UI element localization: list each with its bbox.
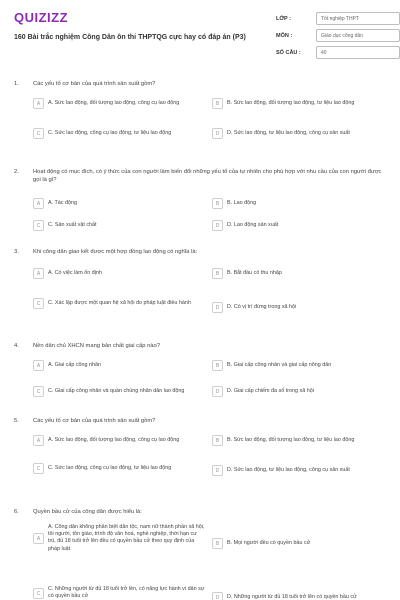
question-number: 6. [14, 509, 19, 515]
option-letter: B [212, 268, 223, 279]
option-d[interactable] [212, 220, 384, 231]
option-b[interactable] [212, 198, 384, 209]
meta-row-class [276, 10, 400, 27]
option-text: C. Sản xuất vật chất [48, 221, 97, 228]
worksheet-header [14, 0, 388, 68]
option-a[interactable] [33, 524, 205, 553]
option-text: B. Bắt đầu có thu nhập [227, 269, 282, 276]
option-text: D. Lao động sản xuất [227, 221, 279, 228]
option-b[interactable] [212, 435, 384, 446]
option-letter: C [33, 463, 44, 474]
question-number: 4. [14, 343, 19, 349]
question-2 [14, 168, 388, 229]
option-letter: A [33, 198, 44, 209]
option-b[interactable] [212, 360, 384, 371]
option-a[interactable] [33, 435, 205, 446]
option-text: A. Sức lao động, đối tượng lao động, công cụ lao động [48, 99, 180, 106]
option-text: A. Sức lao động, đối tượng lao động, công cụ lao động [48, 436, 180, 443]
option-letter: B [212, 198, 223, 209]
option-text: A. Công dân không phân biệt dân tộc, nam nữ thành phần xã hội, tôi người, tôn giáo, trình độ văn hoá, nghề nghiệp, thời hạn cư trú, đủ 18 tuổi trở lên đều có quyền bầu cử theo quy định của pháp luật [48, 524, 205, 552]
meta-value-subject: Giáo dục công dân [316, 29, 400, 42]
question-text: Hoạt động có mục đích, có ý thức của con người làm biến đổi những yếu tố của tự nhiên cho phù hợp với nhu cầu của con người được gọi là gì? [33, 169, 382, 183]
worksheet-meta [276, 10, 400, 61]
option-letter: D [212, 592, 223, 600]
option-text: A. Giai cấp công nhân [48, 361, 102, 368]
option-text: C. Sức lao động, công cụ lao động, tư liệu lao động [48, 464, 172, 471]
question-number: 1. [14, 81, 19, 87]
option-a[interactable] [33, 268, 205, 279]
option-letter: B [212, 360, 223, 371]
option-c[interactable] [33, 463, 205, 474]
option-a[interactable] [33, 198, 205, 209]
option-text: B. Sức lao động, đối tượng lao động, tư liệu lao động [227, 99, 355, 106]
option-letter: C [33, 220, 44, 231]
option-letter: C [33, 128, 44, 139]
question-text: Khi công dân giao kết được một hợp đồng lao động có nghĩa là: [33, 249, 198, 255]
worksheet-title: 160 Bài trắc nghiệm Công Dân ôn thi THPTQG cực hay có đáp án (P3) [14, 34, 246, 41]
option-letter: D [212, 302, 223, 313]
question-5 [14, 417, 388, 474]
meta-row-subject [276, 27, 400, 44]
option-d[interactable] [212, 302, 384, 313]
option-a[interactable] [33, 98, 205, 109]
question-text: Các yếu tố cơ bản của quá trình sản xuất gồm? [33, 81, 156, 87]
option-text: B. Lao động [227, 199, 257, 206]
option-letter: D [212, 128, 223, 139]
option-d[interactable] [212, 465, 384, 476]
question-4 [14, 342, 388, 395]
option-text: B. Sức lao động, đối tượng lao động, tư liệu lao động [227, 436, 355, 443]
option-letter: A [33, 533, 44, 544]
option-c[interactable] [33, 386, 205, 397]
option-d[interactable] [212, 592, 384, 600]
option-letter: B [212, 98, 223, 109]
question-3 [14, 248, 388, 311]
option-a[interactable] [33, 360, 205, 371]
option-letter: D [212, 220, 223, 231]
option-text: D. Giai cấp chiếm đa số trong xã hội [227, 387, 314, 394]
option-text: D. Có vị trí đứng trong xã hội [227, 303, 297, 310]
meta-value-count: 40 [316, 46, 400, 59]
option-letter: C [33, 588, 44, 599]
option-text: A. Có việc làm ổn định [48, 269, 102, 276]
meta-label-subject: MÔN : [276, 32, 293, 39]
option-letter: B [212, 538, 223, 549]
quizizz-logo: QUIZIZZ [14, 10, 69, 25]
option-d[interactable] [212, 386, 384, 397]
option-letter: D [212, 386, 223, 397]
option-text: D. Sức lao động, tư liệu lao động, công cụ sản xuất [227, 466, 350, 473]
option-letter: B [212, 435, 223, 446]
question-number: 3. [14, 249, 19, 255]
meta-value-class: Tốt nghiệp THPT [316, 12, 400, 25]
option-text: B. Giai cấp công nhân và giai cấp nông dân [227, 361, 332, 368]
meta-label-count: SỐ CÂU : [276, 49, 301, 56]
question-text: Nền dân chủ XHCN mang bản chất giai cấp nào? [33, 343, 160, 349]
option-letter: A [33, 98, 44, 109]
option-text: B. Mọi người đều có quyền bầu cử [227, 539, 311, 546]
option-text: D. Sức lao động, tư liệu lao động, công cụ sản xuất [227, 129, 350, 136]
option-c[interactable] [33, 128, 205, 139]
option-letter: A [33, 360, 44, 371]
option-text: C. Sức lao động, công cụ lao động, tư liệu lao động [48, 129, 172, 136]
question-number: 5. [14, 418, 19, 424]
option-b[interactable] [212, 538, 384, 549]
option-text: C. Giai cấp công nhân và quần chúng nhân dân lao động [48, 387, 185, 394]
meta-label-class: LỚP : [276, 15, 291, 22]
question-6 [14, 508, 388, 600]
question-text: Quyền bầu cử của công dân được hiểu là: [33, 509, 142, 515]
question-number: 2. [14, 169, 19, 175]
option-b[interactable] [212, 98, 384, 109]
option-text: A. Tác động [48, 199, 77, 206]
option-text: C. Xác lập được một quan hệ xã hội do pháp luật điều hành [48, 299, 191, 306]
option-c[interactable] [33, 298, 205, 309]
option-letter: C [33, 298, 44, 309]
option-letter: A [33, 268, 44, 279]
option-letter: A [33, 435, 44, 446]
question-text: Các yếu tố cơ bản của quá trình sản xuất gồm? [33, 418, 156, 424]
option-d[interactable] [212, 128, 384, 139]
option-letter: C [33, 386, 44, 397]
option-text: C. Những người từ đủ 18 tuổi trở lên, có năng lực hành vi dân sự có quyền bầu cử [48, 586, 205, 600]
question-1 [14, 80, 388, 137]
option-c[interactable] [33, 220, 205, 231]
option-letter: D [212, 465, 223, 476]
option-c[interactable] [33, 586, 205, 600]
option-b[interactable] [212, 268, 384, 279]
option-text: D. Những người từ đủ 18 tuổi trở lên có quyền bầu cử [227, 593, 357, 600]
meta-row-count [276, 44, 400, 61]
